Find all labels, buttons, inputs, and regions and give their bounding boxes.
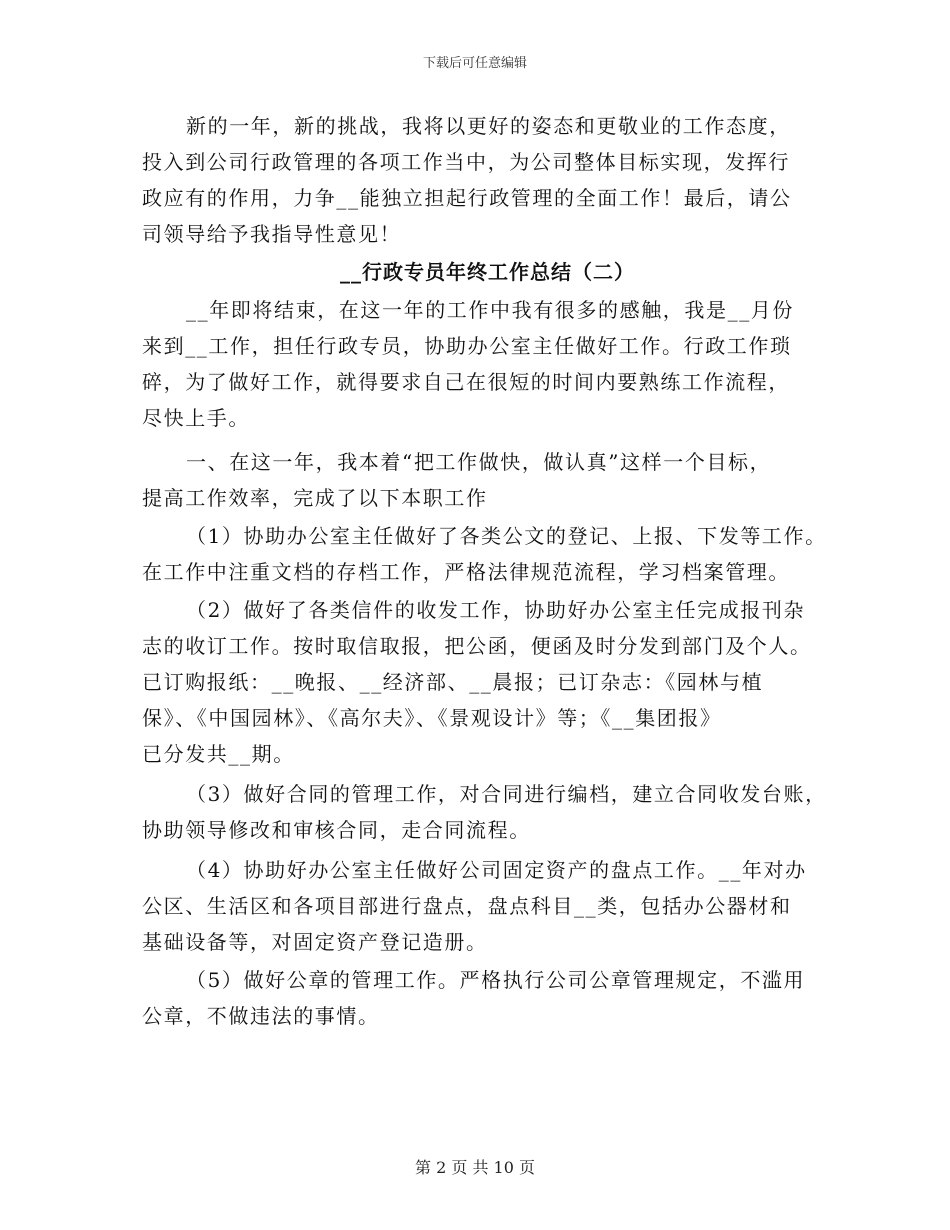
paragraph-line: （1）协助办公室主任做好了各类公文的登记、上报、下发等工作。 <box>186 524 827 548</box>
paragraph-line: 协助领导修改和审核合同，走合同流程。 <box>142 818 531 842</box>
paragraph-line: 基础设备等，对固定资产登记造册。 <box>142 930 488 954</box>
paragraph-line: 碎，为了做好工作，就得要求自己在很短的时间内要熟练工作流程， <box>142 370 790 394</box>
paragraph-line: 已订购报纸：__晚报、__经济部、__晨报；已订杂志：《园林与植 <box>142 670 764 694</box>
section-title: __行政专员年终工作总结（二） <box>340 260 635 284</box>
paragraph-line: 志的收订工作。按时取信取报，把公函，便函及时分发到部门及个人。 <box>142 634 812 658</box>
paragraph-line: 在工作中注重文档的存档工作，严格法律规范流程，学习档案管理。 <box>142 560 790 584</box>
paragraph-line: （4）协助好办公室主任做好公司固定资产的盘点工作。__年对办 <box>186 858 807 882</box>
page-header-note: 下载后可任意编辑 <box>422 56 527 71</box>
paragraph-line: 来到__工作，担任行政专员，协助办公室主任做好工作。行政工作琐 <box>142 334 792 358</box>
paragraph-line: 公区、生活区和各项目部进行盘点，盘点科目__类，包括办公器材和 <box>142 894 792 918</box>
paragraph-line: （2）做好了各类信件的收发工作，协助好办公室主任完成报刊杂 <box>186 598 806 622</box>
paragraph-line: __年即将结束，在这一年的工作中我有很多的感触，我是__月份 <box>186 298 794 322</box>
paragraph-line: （3）做好合同的管理工作，对合同进行编档，建立合同收发台账， <box>186 782 827 806</box>
paragraph-line: 尽快上手。 <box>142 406 250 430</box>
paragraph-line: （5）做好公章的管理工作。严格执行公司公章管理规定，不滥用 <box>186 968 806 992</box>
page-number: 第 2 页 共 10 页 <box>415 1158 535 1177</box>
paragraph-line: 司领导给予我指导性意见！ <box>142 222 402 246</box>
paragraph-line: 政应有的作用，力争__能独立担起行政管理的全面工作！最后，请公 <box>142 186 792 210</box>
paragraph-line: 保》、《中国园林》、《高尔夫》、《景观设计》等；《__集团报》 <box>142 706 722 730</box>
paragraph-line: 一、在这一年，我本着“把工作做快，做认真”这样一个目标， <box>186 450 772 474</box>
paragraph-line: 新的一年，新的挑战，我将以更好的姿态和更敬业的工作态度， <box>186 114 791 138</box>
paragraph-line: 已分发共__期。 <box>142 742 295 766</box>
paragraph-line: 提高工作效率，完成了以下本职工作 <box>142 486 488 510</box>
paragraph-line: 公章，不做违法的事情。 <box>142 1004 380 1028</box>
paragraph-line: 投入到公司行政管理的各项工作当中，为公司整体目标实现，发挥行 <box>142 150 790 174</box>
